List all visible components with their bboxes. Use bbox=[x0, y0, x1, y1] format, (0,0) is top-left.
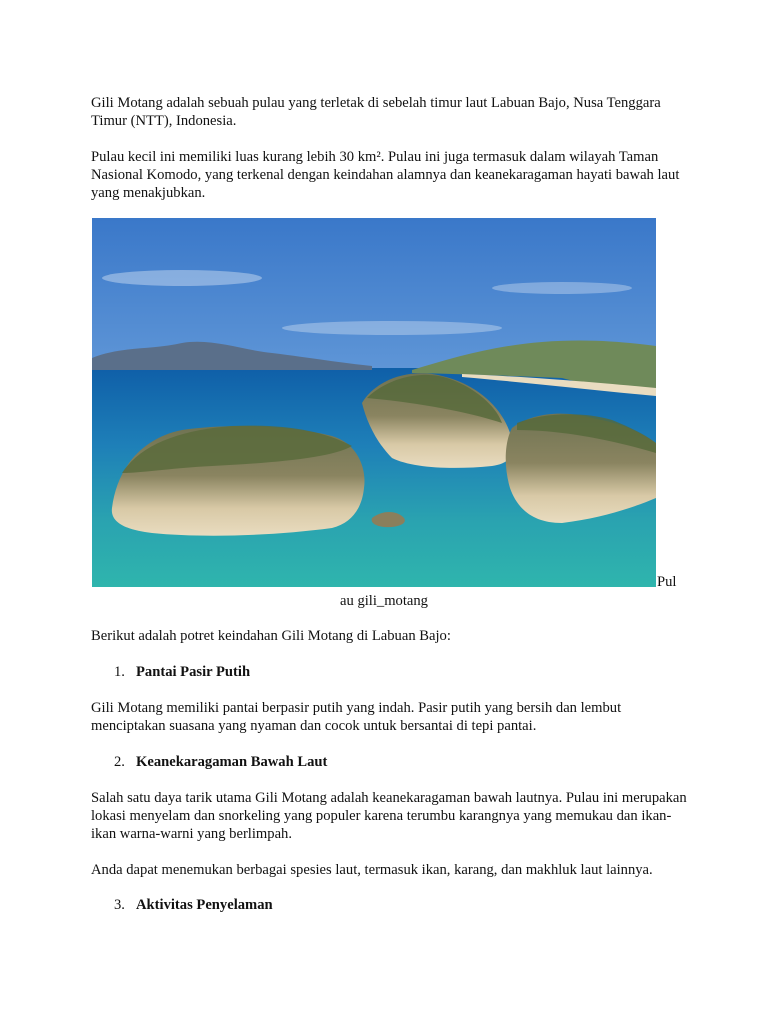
section-heading-3 bbox=[114, 896, 273, 914]
section-heading-2 bbox=[114, 753, 327, 771]
gili-motang-photo bbox=[92, 218, 656, 587]
section-heading-1 bbox=[114, 663, 250, 681]
heading-number: 2. bbox=[114, 754, 125, 770]
lead-paragraph: Berikut adalah potret keindahan Gili Motang di Labuan Bajo: bbox=[91, 628, 451, 644]
heading-number: 1. bbox=[114, 664, 125, 680]
image-caption-part2: au gili_motang bbox=[340, 593, 428, 609]
heading-number: 3. bbox=[114, 897, 125, 913]
intro-paragraph-1: Gili Motang adalah sebuah pulau yang terletak di sebelah timur laut Labuan Bajo, Nusa Tenggara Timur (NTT), Indonesia. bbox=[91, 95, 661, 129]
heading-text: Keanekaragaman Bawah Laut bbox=[136, 754, 328, 770]
image-caption-part1: Pul bbox=[657, 574, 677, 590]
section1-paragraph: Gili Motang memiliki pantai berpasir putih yang indah. Pasir putih yang bersih dan lembut menciptakan suasana yang nyaman dan cocok untuk bersantai di tepi pantai. bbox=[91, 700, 622, 734]
intro-paragraph-2: Pulau kecil ini memiliki luas kurang lebih 30 km². Pulau ini juga termasuk dalam wilayah Taman Nasional Komodo, yang terkenal dengan keindahan alamnya dan keanekaragaman hayati bawah laut yang menakjubkan. bbox=[91, 149, 680, 201]
section2-paragraph-2: Anda dapat menemukan berbagai spesies laut, termasuk ikan, karang, dan makhluk laut lainnya. bbox=[91, 862, 653, 878]
heading-text: Aktivitas Penyelaman bbox=[136, 897, 273, 913]
heading-text: Pantai Pasir Putih bbox=[136, 664, 251, 680]
section2-paragraph-1: Salah satu daya tarik utama Gili Motang adalah keanekaragaman bawah lautnya. Pulau ini merupakan lokasi menyelam dan snorkeling yang populer karena terumbu karangnya yang memukau dan ikan-ikan warna-warni yang berlimpah. bbox=[91, 790, 687, 842]
